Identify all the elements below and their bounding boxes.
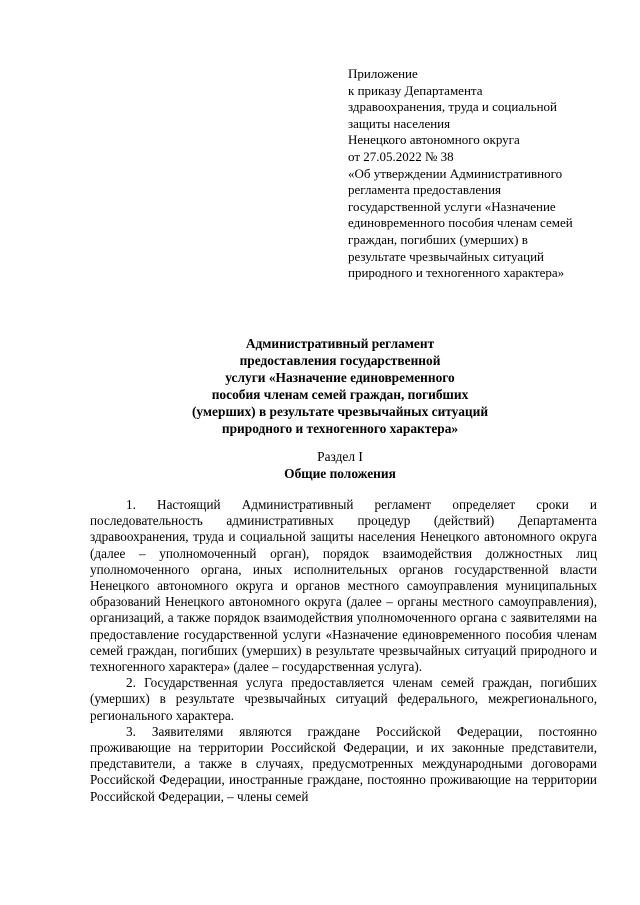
appendix-line: Ненецкого автономного округа bbox=[348, 132, 520, 148]
title-line: пособия членам семей граждан, погибших bbox=[211, 387, 469, 402]
appendix-line: здравоохранения, труда и социальной bbox=[348, 99, 557, 115]
appendix-line: защиты населения bbox=[348, 115, 451, 131]
appendix-block bbox=[348, 66, 618, 282]
title-line: услуги «Назначение единовременного bbox=[225, 370, 455, 385]
appendix-line: результате чрезвычайных ситуаций bbox=[348, 248, 545, 264]
appendix-line: единовременного пособия членам семей bbox=[348, 215, 573, 231]
paragraph: 2. Государственная услуга предоставляется членам семей граждан, погибших (умерших) в результате чрезвычайных ситуаций федерального, межрегионального, регионального характера. bbox=[90, 675, 597, 723]
appendix-line: «Об утверждении Административного bbox=[348, 165, 563, 181]
appendix-line: Приложение bbox=[348, 66, 418, 81]
title-line: (умерших) в результате чрезвычайных ситуаций bbox=[191, 404, 489, 419]
appendix-line: регламента предоставления bbox=[348, 182, 502, 198]
appendix-line: от 27.05.2022 № 38 bbox=[348, 148, 454, 164]
document-body bbox=[90, 497, 597, 805]
title-line: предоставления государственной bbox=[239, 353, 441, 368]
paragraph: 1. Настоящий Административный регламент определяет сроки и последовательность административных процедур (действий) Департамента здравоохранения, труда и социальной защиты населения Ненецкого автономного округа (далее – уполномоченный орган), порядок взаимодействия должностных лиц уполномоченного органа, иных исполнительных органов государственной власти Ненецкого автономного округа и органов местного самоуправления муниципальных образований Ненецкого автономного округа (далее – органы местного самоуправления), организаций, а также порядок взаимодействия уполномоченного органа с заявителями на предоставление государственной услуги «Назначение единовременного пособия членам семей граждан, погибших (умерших) в результате чрезвычайных ситуаций природного и техногенного характера» (далее – государственная услуга). bbox=[90, 497, 597, 675]
section-number: Раздел I bbox=[317, 449, 363, 464]
title-line: природного и техногенного характера» bbox=[221, 421, 459, 436]
appendix-line: граждан, погибших (умерших) в bbox=[348, 231, 528, 247]
paragraph: 3. Заявителями являются граждане Российской Федерации, постоянно проживающие на территории Российской Федерации, и их законные представители, представители, а также в случаях, предусмотренных международными договорами Российской Федерации, иностранные граждане, постоянно проживающие на территории Российской Федерации, – члены семей bbox=[90, 723, 597, 804]
appendix-line: к приказу Департамента bbox=[348, 82, 483, 98]
title-line: Административный регламент bbox=[245, 336, 435, 351]
section-heading bbox=[80, 448, 600, 482]
section-name: Общие положения bbox=[284, 466, 396, 481]
appendix-line: государственной услуги «Назначение bbox=[348, 198, 556, 214]
appendix-line: природного и техногенного характера» bbox=[348, 265, 565, 281]
document-title bbox=[80, 335, 600, 437]
